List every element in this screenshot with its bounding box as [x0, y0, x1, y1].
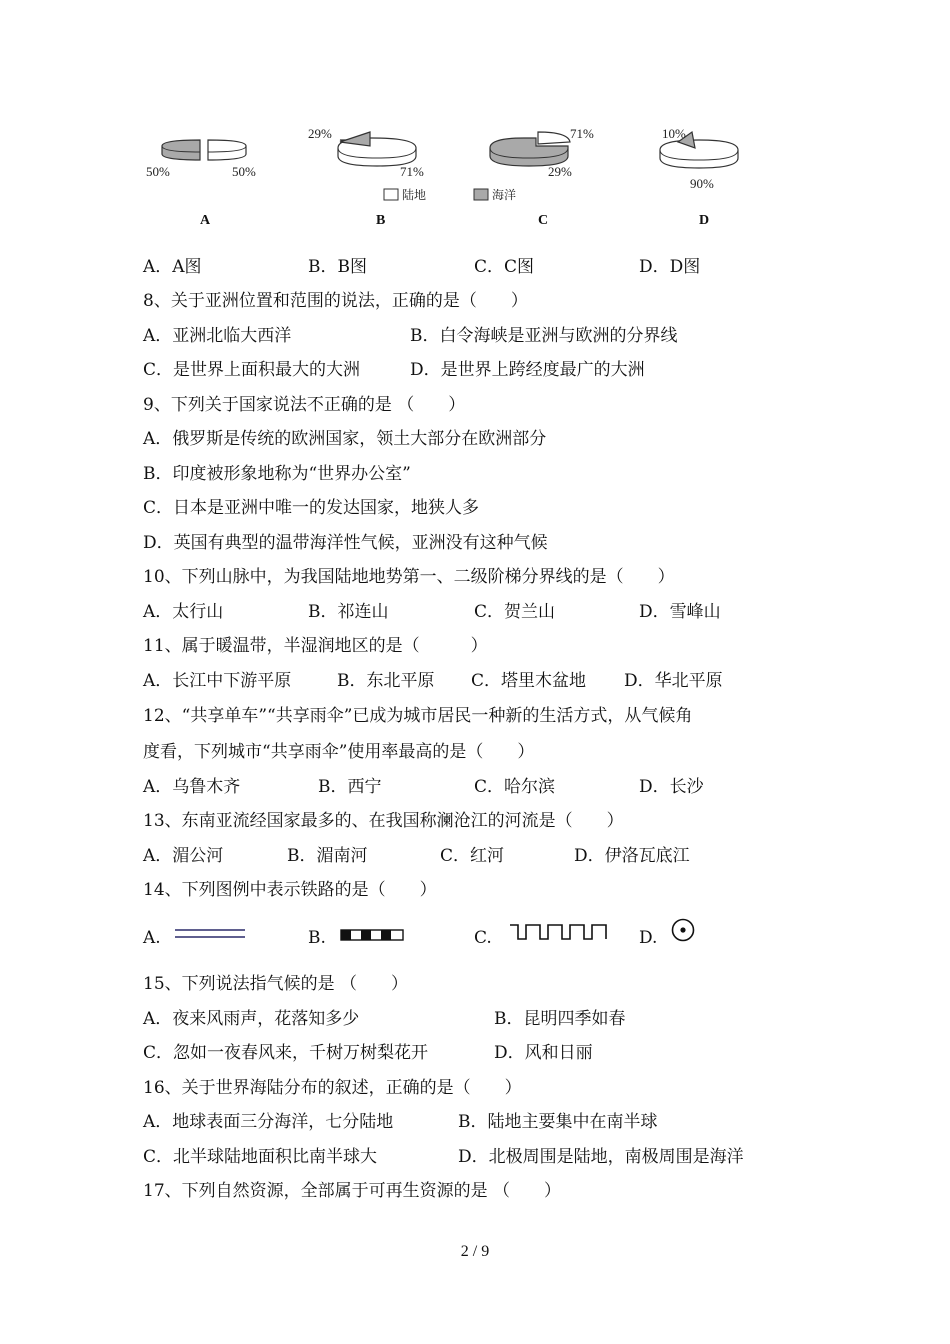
q7-option-d: D．D图	[639, 257, 701, 277]
chart-a-ocean-pct: 50%	[146, 164, 170, 179]
legend-land-label: 陆地	[402, 188, 427, 202]
chart-d-land	[660, 140, 738, 168]
q10-option-a: A．太行山	[143, 602, 224, 622]
q12-stem-line1: 12、“共享单车”“共享雨伞”已成为城市居民一种新的生活方式，从气候角	[143, 706, 693, 726]
q15-option-c: C．忽如一夜春风来，千树万树梨花开	[143, 1043, 429, 1063]
q16-option-a: A．地球表面三分海洋，七分陆地	[143, 1112, 394, 1132]
q17-stem: 17、下列自然资源，全部属于可再生资源的是 （ ）	[143, 1181, 562, 1201]
chart-a-land-pct: 50%	[232, 164, 256, 179]
q10-stem: 10、下列山脉中，为我国陆地地势第一、二级阶梯分界线的是（ ）	[143, 567, 675, 587]
q13-option-b: B．湄南河	[287, 846, 368, 866]
chart-a	[146, 140, 256, 179]
wall-symbol	[508, 921, 610, 943]
q8-option-d: D．是世界上跨经度最广的大洲	[410, 360, 645, 380]
q15-stem: 15、下列说法指气候的是 （ ）	[143, 974, 409, 994]
q10-option-b: B．祁连山	[308, 602, 389, 622]
legend-land-swatch	[384, 189, 398, 200]
q12-option-a: A．乌鲁木齐	[143, 777, 241, 797]
chart-c	[490, 126, 594, 179]
q7-option-a: A．A图	[143, 257, 202, 277]
q8-option-a: A．亚洲北临大西洋	[143, 326, 292, 346]
chart-c-ocean-pct: 29%	[548, 164, 572, 179]
q11-option-b: B．东北平原	[337, 671, 435, 691]
q13-stem: 13、东南亚流经国家最多的、在我国称澜沧江的河流是（ ）	[143, 811, 624, 831]
chart-d	[660, 126, 738, 191]
q15-option-b: B．昆明四季如春	[494, 1009, 626, 1029]
chart-d-label: D	[699, 213, 710, 228]
chart-b-label: B	[376, 213, 386, 228]
chart-b-land-pct: 71%	[400, 164, 424, 179]
legend-ocean-swatch	[474, 189, 488, 200]
chart-a-label: A	[200, 213, 211, 228]
legend-ocean-label: 海洋	[492, 188, 517, 202]
q8-option-c: C．是世界上面积最大的大洲	[143, 360, 361, 380]
chart-d-land-pct: 90%	[690, 176, 714, 191]
q8-option-b: B．白令海峡是亚洲与欧洲的分界线	[410, 326, 678, 346]
q12-option-d: D．长沙	[639, 777, 704, 797]
q12-stem-line2: 度看，下列城市“共享雨伞”使用率最高的是（ ）	[143, 742, 535, 762]
q14-option-b-label: B.	[308, 928, 326, 948]
q12-option-c: C．哈尔滨	[474, 777, 556, 797]
q14-stem: 14、下列图例中表示铁路的是（ ）	[143, 880, 437, 900]
capital-symbol	[669, 917, 697, 943]
double-line-symbol	[173, 926, 247, 942]
q15-option-a: A．夜来风雨声，花落知多少	[143, 1009, 360, 1029]
q13-option-d: D．伊洛瓦底江	[574, 846, 690, 866]
q8-stem: 8、关于亚洲位置和范围的说法，正确的是（ ）	[143, 291, 528, 311]
q9-option-a: A．俄罗斯是传统的欧洲国家，领土大部分在欧洲部分	[143, 429, 547, 449]
q11-option-a: A．长江中下游平原	[143, 671, 292, 691]
legend	[384, 187, 516, 202]
q16-option-d: D．北极周围是陆地，南极周围是海洋	[458, 1147, 744, 1167]
q7-option-c: C．C图	[474, 257, 535, 277]
q9-option-d: D．英国有典型的温带海洋性气候，亚洲没有这种气候	[143, 533, 548, 553]
q13-option-a: A．湄公河	[143, 846, 224, 866]
chart-d-ocean-pct: 10%	[662, 126, 686, 141]
chart-c-land	[538, 132, 570, 144]
q7-option-b: B．B图	[308, 257, 367, 277]
railway-symbol	[340, 929, 404, 941]
q14-option-d-label: D.	[639, 928, 658, 948]
q13-option-c: C．红河	[440, 846, 505, 866]
q9-stem: 9、下列关于国家说法不正确的是 （ ）	[143, 395, 466, 415]
q14-option-c-label: C.	[474, 928, 492, 948]
q10-option-c: C．贺兰山	[474, 602, 556, 622]
q11-stem: 11、属于暖温带，半湿润地区的是（ ）	[143, 636, 488, 656]
chart-b	[308, 126, 424, 179]
q11-option-d: D．华北平原	[624, 671, 723, 691]
q12-option-b: B．西宁	[318, 777, 382, 797]
q11-option-c: C．塔里木盆地	[471, 671, 587, 691]
q16-stem: 16、关于世界海陆分布的叙述，正确的是（ ）	[143, 1078, 522, 1098]
land-ocean-figure	[140, 118, 780, 238]
q16-option-b: B．陆地主要集中在南半球	[458, 1112, 658, 1132]
q14-option-a-label: A.	[143, 928, 161, 948]
q16-option-c: C．北半球陆地面积比南半球大	[143, 1147, 378, 1167]
q9-option-b: B．印度被形象地称为“世界办公室”	[143, 464, 411, 484]
page-number: 2 / 9	[460, 1243, 490, 1260]
q9-option-c: C．日本是亚洲中唯一的发达国家，地狭人多	[143, 498, 480, 518]
q15-option-d: D．风和日丽	[494, 1043, 593, 1063]
chart-b-ocean-pct: 29%	[308, 126, 332, 141]
chart-c-land-pct: 71%	[570, 126, 594, 141]
chart-c-label: C	[538, 213, 549, 228]
q10-option-d: D．雪峰山	[639, 602, 721, 622]
